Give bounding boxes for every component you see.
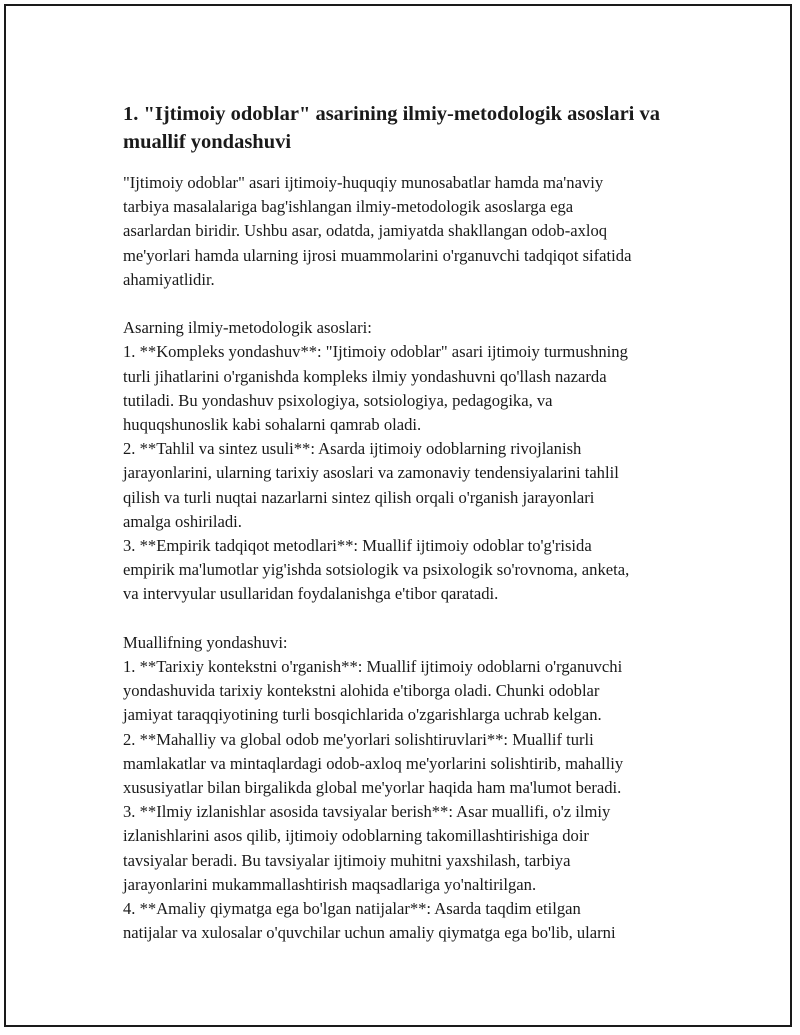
text-line: yondashuvida tarixiy kontekstni alohida e'tiborga oladi. Chunki odoblar <box>123 681 600 701</box>
document-content <box>123 100 693 945</box>
methodology-section <box>123 316 693 606</box>
text-line: 2. **Mahalliy va global odob me'yorlari solishtiruvlari**: Muallif turli <box>123 729 594 749</box>
document-page <box>4 4 792 1027</box>
text-line: 3. **Ilmiy izlanishlar asosida tavsiyalar berish**: Asar muallifi, o'z ilmiy <box>123 802 611 822</box>
text-line: 1. **Tarixiy kontekstni o'rganish**: Muallif ijtimoiy odoblarni o'rganuvchi <box>123 657 623 677</box>
intro-paragraph <box>123 171 693 292</box>
text-line: turli jihatlarini o'rganishda kompleks ilmiy yondashuvni qo'llash nazarda <box>123 366 607 386</box>
document-body <box>123 171 693 945</box>
text-line: 4. **Amaliy qiymatga ega bo'lgan natijalar**: Asarda taqdim etilgan <box>123 899 581 919</box>
text-line: jarayonlarini mukammallashtirish maqsadlariga yo'naltirilgan. <box>123 874 537 894</box>
text-line: me'yorlari hamda ularning ijrosi muammolarini o'rganuvchi tadqiqot sifatida <box>123 245 632 265</box>
document-title <box>123 100 693 156</box>
text-line: amalga oshiriladi. <box>123 511 242 531</box>
author-approach-section <box>123 631 693 946</box>
text-line: izlanishlarini asos qilib, ijtimoiy odoblarning takomillashtirishiga doir <box>123 826 589 846</box>
text-line: ahamiyatlidir. <box>123 269 215 289</box>
title-line: muallif yondashuvi <box>123 131 292 153</box>
text-line: 2. **Tahlil va sintez usuli**: Asarda ijtimoiy odoblarning rivojlanish <box>123 439 582 459</box>
title-line: 1. "Ijtimoiy odoblar" asarining ilmiy-metodologik asoslari va <box>123 103 660 125</box>
paragraph-gap <box>123 292 693 316</box>
text-line: huquqshunoslik kabi sohalarni qamrab oladi. <box>123 415 422 435</box>
text-line: 1. **Kompleks yondashuv**: "Ijtimoiy odoblar" asari ijtimoiy turmushning <box>123 342 628 362</box>
text-line: va intervyular usullaridan foydalanishga e'tibor qaratadi. <box>123 584 499 604</box>
text-line: 3. **Empirik tadqiqot metodlari**: Muallif ijtimoiy odoblar to'g'risida <box>123 536 592 556</box>
text-line: jarayonlarini, ularning tarixiy asoslari va zamonaviy tendensiyalarini tahlil <box>123 463 619 483</box>
text-line: tutiladi. Bu yondashuv psixologiya, sotsiologiya, pedagogika, va <box>123 390 553 410</box>
text-line: empirik ma'lumotlar yig'ishda sotsiologik va psixologik so'rovnoma, anketa, <box>123 560 630 580</box>
text-line: jamiyat taraqqiyotining turli bosqichlarida o'zgarishlarga uchrab kelgan. <box>123 705 602 725</box>
text-line: tavsiyalar beradi. Bu tavsiyalar ijtimoiy muhitni yaxshilash, tarbiya <box>123 850 571 870</box>
text-line: tarbiya masalalariga bag'ishlangan ilmiy-metodologik asoslarga ega <box>123 197 574 217</box>
text-line: mamlakatlar va mintaqlardagi odob-axloq me'yorlarini solishtirib, mahalliy <box>123 753 624 773</box>
text-line: qilish va turli nuqtai nazarlarni sintez qilish orqali o'rganish jarayonlari <box>123 487 595 507</box>
text-line: natijalar va xulosalar o'quvchilar uchun amaliy qiymatga ega bo'lib, ularni <box>123 923 616 943</box>
paragraph-gap <box>123 607 693 631</box>
text-line: asarlardan biridir. Ushbu asar, odatda, jamiyatda shakllangan odob-axloq <box>123 221 608 241</box>
section-heading: Muallifning yondashuvi: <box>123 632 288 652</box>
text-line: "Ijtimoiy odoblar" asari ijtimoiy-huquqiy munosabatlar hamda ma'naviy <box>123 173 604 192</box>
text-line: xususiyatlar bilan birgalikda global me'yorlar haqida ham ma'lumot beradi. <box>123 778 622 798</box>
section-heading: Asarning ilmiy-metodologik asoslari: <box>123 318 372 338</box>
